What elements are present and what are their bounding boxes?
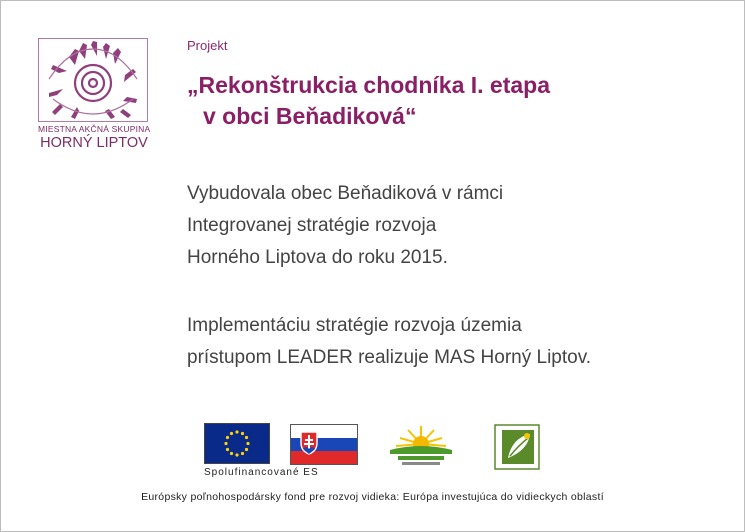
project-title	[187, 70, 550, 132]
cofinanced-caption: Spolufinancované ES	[204, 467, 319, 478]
paragraph-line: Horného Liptova do roku 2015.	[187, 247, 448, 268]
leader-icon	[494, 424, 540, 470]
logo-name: HORNÝ LIPTOV	[40, 135, 148, 151]
paragraph-1	[187, 178, 503, 274]
mas-logo	[38, 38, 151, 152]
logo-subtitle: MIESTNA AKČNÁ SKUPINA	[38, 124, 151, 134]
hands-logo-icon	[38, 38, 148, 122]
eu-flag-icon	[204, 423, 270, 464]
paragraph-line: Implementáciu stratégie rozvoja územia	[187, 315, 522, 336]
paragraph-line: Vybudovala obec Beňadiková v rámci	[187, 183, 504, 204]
paragraph-line: Integrovanej stratégie rozvoja	[187, 215, 437, 236]
title-line-1: „Rekonštrukcia chodníka I. etapa	[187, 72, 551, 98]
project-label: Projekt	[187, 38, 228, 53]
footer-caption: Európsky poľnohospodársky fond pre rozvoj vidieka: Európa investujúca do vidieckych oblastí	[141, 491, 604, 503]
slovak-flag-icon	[290, 424, 358, 465]
paragraph-line: prístupom LEADER realizuje MAS Horný Liptov.	[187, 347, 592, 368]
title-line-2: v obci Beňadiková“	[203, 103, 417, 129]
paragraph-2	[187, 310, 591, 374]
rural-development-program-icon	[386, 422, 456, 472]
